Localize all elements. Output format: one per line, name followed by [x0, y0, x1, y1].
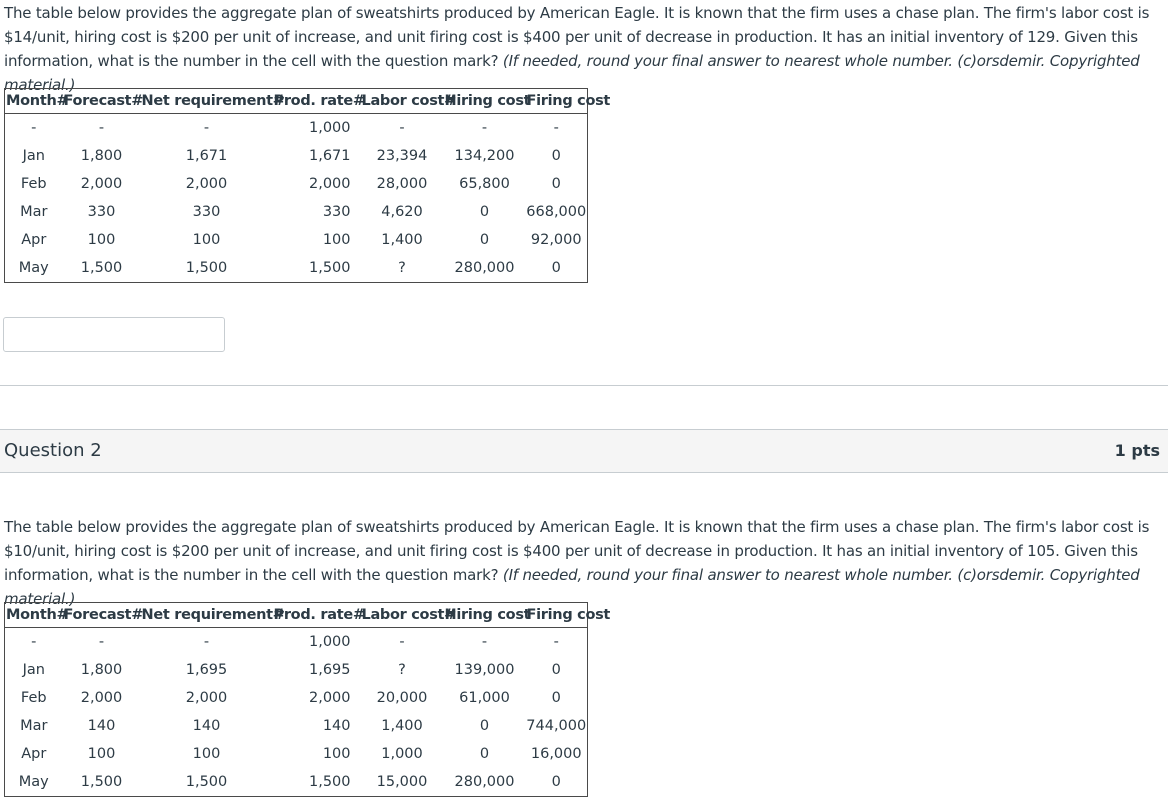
table-cell: 2,000 — [308, 176, 351, 192]
table-cell: 330 — [322, 204, 351, 220]
question-2-points: 1 pts — [1114, 441, 1160, 460]
question-1-prompt-note: (If needed, round your final answer to nearest whole number. (c)orsdemir. Copyrighted material.) — [4, 52, 1140, 94]
question-2-header — [0, 429, 1168, 473]
table-header-row — [5, 603, 588, 628]
table-cell: - — [481, 120, 488, 136]
table-cell: 0 — [551, 690, 561, 706]
table-row — [5, 114, 588, 143]
table-cell: - — [98, 120, 105, 136]
table-cell: 0 — [551, 774, 561, 790]
column-header: Month# — [5, 89, 63, 114]
table-cell: 1,000 — [308, 120, 351, 136]
table-cell: 1,800 — [80, 148, 123, 164]
question-1-prompt — [4, 1, 1164, 97]
table-cell: 92,000 — [530, 232, 582, 248]
table-cell: - — [31, 120, 37, 136]
column-header: Prod. rate# — [273, 603, 361, 628]
table-row — [5, 656, 588, 684]
column-header: Labor cost# — [361, 89, 444, 114]
table-cell: 1,000 — [308, 634, 351, 650]
table-cell: 280,000 — [454, 260, 515, 276]
table-cell: 330 — [87, 204, 116, 220]
table-cell: Jan — [22, 148, 45, 164]
column-header: Forecast# — [63, 603, 141, 628]
table-cell: 2,000 — [185, 176, 228, 192]
table-cell: - — [399, 634, 405, 650]
table-row — [5, 628, 588, 657]
table-cell: 1,400 — [381, 232, 423, 248]
table-cell: - — [553, 120, 559, 136]
table-cell: 140 — [192, 718, 221, 734]
table-cell: 23,394 — [376, 148, 428, 164]
column-header: Hiring cost — [444, 89, 526, 114]
table-cell: 1,500 — [80, 774, 123, 790]
table-cell: 100 — [322, 746, 351, 762]
table-cell: ? — [398, 662, 406, 678]
table-cell: May — [18, 774, 49, 790]
table-cell: 20,000 — [376, 690, 428, 706]
table-cell: 2,000 — [308, 690, 351, 706]
table-cell: Apr — [21, 746, 47, 762]
table-cell: 1,400 — [381, 718, 423, 734]
table-cell: 140 — [87, 718, 116, 734]
table-cell: 330 — [192, 204, 221, 220]
table-cell: 0 — [551, 662, 561, 678]
question-2-prompt-text: The table below provides the aggregate plan of sweatshirts produced by American Eagle. It is known that the firm uses a chase plan. The firm's labor cost is $10/unit, hiring cost is $200 per unit of increase, and unit firing cost is $400 per unit of decrease in production. It has an initial inventory of 105. Given this information, what is the number in the cell with the question mark? — [4, 518, 1150, 584]
table-cell: 1,671 — [185, 148, 228, 164]
question-2-title: Question 2 — [4, 440, 102, 461]
table-cell: - — [481, 634, 488, 650]
table-cell: 1,500 — [308, 774, 351, 790]
table-cell: 668,000 — [526, 204, 587, 220]
column-header: Month# — [5, 603, 63, 628]
table-cell: 0 — [479, 232, 490, 248]
question-1-prompt-text: The table below provides the aggregate plan of sweatshirts produced by American Eagle. It is known that the firm uses a chase plan. The firm's labor cost is $14/unit, hiring cost is $200 per unit of increase, and unit firing cost is $400 per unit of decrease in production. It has an initial inventory of 129. Given this information, what is the number in the cell with the question mark? — [4, 4, 1150, 70]
table-row — [5, 740, 588, 768]
table-cell: - — [31, 634, 37, 650]
table-cell: 100 — [322, 232, 351, 248]
table-cell: 744,000 — [526, 718, 587, 734]
table-cell: 28,000 — [376, 176, 428, 192]
table-cell: 100 — [192, 746, 221, 762]
table-cell: 2,000 — [80, 690, 123, 706]
table-cell: Feb — [20, 176, 47, 192]
table-cell: 1,000 — [381, 746, 423, 762]
column-header: Hiring cost — [444, 603, 526, 628]
table-row — [5, 712, 588, 740]
table-cell: - — [203, 120, 210, 136]
table-cell: 280,000 — [454, 774, 515, 790]
table-cell: 2,000 — [80, 176, 123, 192]
table-cell: - — [553, 634, 559, 650]
table-cell: 0 — [479, 718, 490, 734]
table-cell: ? — [398, 260, 406, 276]
question-2-prompt — [4, 515, 1164, 611]
table-cell: 1,695 — [185, 662, 228, 678]
column-header: Net requirement# — [141, 89, 273, 114]
table-cell: 0 — [551, 260, 561, 276]
table-cell: 0 — [551, 148, 561, 164]
question-1-plan-table — [4, 88, 611, 283]
table-row — [5, 684, 588, 712]
table-cell: 0 — [551, 176, 561, 192]
column-header: Prod. rate# — [273, 89, 361, 114]
table-cell: 0 — [479, 746, 490, 762]
column-header: Firing cost — [526, 603, 588, 628]
table-cell: 1,671 — [308, 148, 351, 164]
table-cell: 65,800 — [459, 176, 510, 192]
question-2-plan-table — [4, 602, 611, 797]
table-row — [5, 226, 588, 254]
table-cell: 1,500 — [185, 260, 228, 276]
column-header: Firing cost — [526, 89, 588, 114]
question-divider — [0, 385, 1168, 386]
question-2-prompt-note: (If needed, round your final answer to nearest whole number. (c)orsdemir. Copyrighted material.) — [4, 566, 1140, 608]
table-cell: 100 — [192, 232, 221, 248]
table-cell: Feb — [20, 690, 47, 706]
table-cell: Mar — [20, 718, 48, 734]
table-cell: 100 — [87, 746, 116, 762]
table-header-row — [5, 89, 588, 114]
table-cell: - — [203, 634, 210, 650]
table-cell: 1,500 — [308, 260, 351, 276]
table-row — [5, 768, 588, 797]
table-cell: 100 — [87, 232, 116, 248]
column-header: Net requirement# — [141, 603, 273, 628]
table-cell: 1,500 — [185, 774, 228, 790]
table-cell: - — [399, 120, 405, 136]
answer-input[interactable] — [3, 317, 225, 352]
table-cell: 1,695 — [308, 662, 351, 678]
table-cell: 1,500 — [80, 260, 123, 276]
table-cell: May — [18, 260, 49, 276]
table-cell: 4,620 — [381, 204, 423, 220]
table-cell: 61,000 — [459, 690, 510, 706]
table-cell: Mar — [20, 204, 48, 220]
table-row — [5, 254, 588, 283]
column-header: Labor cost# — [361, 603, 444, 628]
table-cell: 16,000 — [530, 746, 582, 762]
table-cell: Apr — [21, 232, 47, 248]
table-cell: 134,200 — [454, 148, 515, 164]
table-cell: 15,000 — [376, 774, 428, 790]
table-row — [5, 170, 588, 198]
table-cell: Jan — [22, 662, 45, 678]
table-cell: 2,000 — [185, 690, 228, 706]
table-cell: - — [98, 634, 105, 650]
column-header: Forecast# — [63, 89, 141, 114]
table-cell: 139,000 — [454, 662, 515, 678]
table-cell: 1,800 — [80, 662, 123, 678]
table-row — [5, 142, 588, 170]
table-row — [5, 198, 588, 226]
table-cell: 0 — [479, 204, 490, 220]
table-cell: 140 — [322, 718, 351, 734]
